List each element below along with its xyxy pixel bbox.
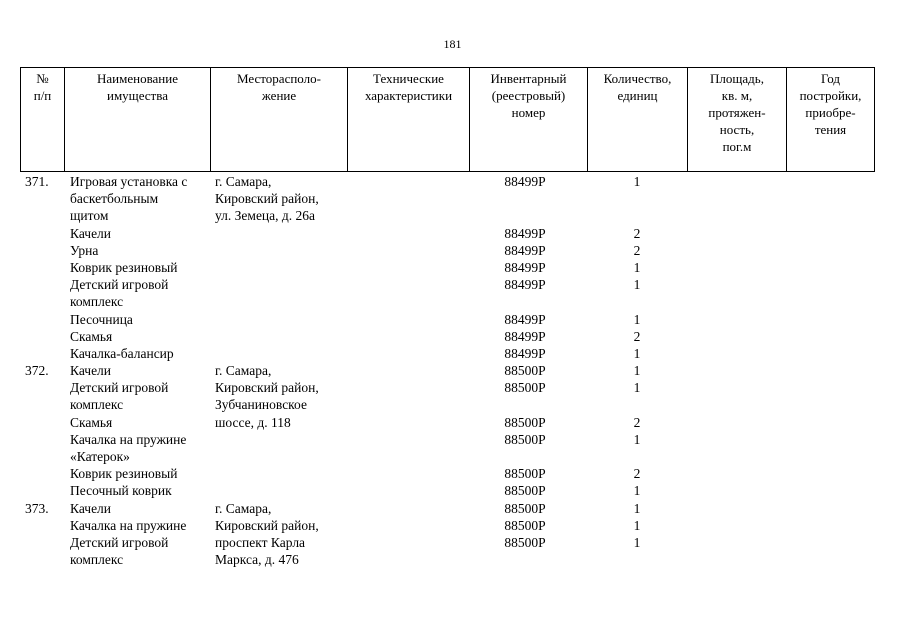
item-name: Качели [70, 363, 112, 379]
table-row [20, 534, 875, 551]
item-location: Кировский район, [215, 380, 319, 396]
item-name: Качалка-балансир [70, 345, 174, 361]
item-location: шоссе, д. 118 [215, 414, 291, 430]
quantity: 1 [633, 345, 641, 361]
header-inventory: Инвентарный (реестровый) номер [470, 68, 588, 171]
item-name: Песочница [70, 311, 133, 327]
inventory-number: 88500Р [504, 534, 546, 550]
inventory-number: 88500Р [504, 363, 546, 379]
header-location: Месторасполо- жение [211, 68, 348, 171]
item-name: Качели [70, 225, 112, 241]
inventory-number: 88499Р [504, 311, 546, 327]
item-name: Качели [70, 500, 112, 516]
item-name: Песочный коврик [70, 483, 172, 499]
item-location: Кировский район, [215, 191, 319, 207]
table-row [20, 225, 875, 242]
quantity: 1 [633, 431, 641, 447]
header-specs: Технические характеристики [348, 68, 470, 171]
item-location: ул. Земеца, д. 26а [215, 208, 316, 224]
quantity: 1 [633, 500, 641, 516]
inventory-number: 88499Р [504, 259, 546, 275]
header-number: № п/п [21, 68, 65, 171]
quantity: 1 [633, 277, 641, 293]
table-row [20, 551, 875, 568]
table-row [20, 517, 875, 534]
item-name: Коврик резиновый [70, 466, 178, 482]
table-row [20, 259, 875, 276]
item-name: щитом [70, 208, 109, 224]
item-location: проспект Карла [215, 534, 306, 550]
table-row [20, 414, 875, 431]
header-year: Год постройки, приобре- тения [799, 71, 862, 137]
item-name: баскетбольным [70, 191, 159, 207]
inventory-number: 88500Р [504, 431, 546, 447]
table-row [20, 362, 875, 379]
item-name: комплекс [70, 552, 124, 568]
inventory-number: 88500Р [504, 466, 546, 482]
item-name: Качалка на пружине [70, 517, 187, 533]
table-row [20, 379, 875, 396]
quantity: 1 [633, 259, 641, 275]
item-name: Скамья [70, 328, 113, 344]
item-name: Качалка на пружине [70, 431, 187, 447]
quantity: 2 [633, 414, 641, 430]
table-row [20, 500, 875, 517]
item-location: г. Самара, [215, 174, 272, 189]
table-row [20, 276, 875, 293]
item-name: «Катерок» [70, 449, 130, 464]
item-location: г. Самара, [215, 363, 272, 379]
table-row [20, 328, 875, 345]
quantity: 1 [633, 174, 641, 189]
table-row [20, 482, 875, 499]
row-number: 371. [25, 174, 49, 189]
page-number: 181 [443, 37, 462, 51]
inventory-number: 88500Р [504, 517, 546, 533]
quantity: 1 [633, 483, 641, 499]
table-body [20, 173, 875, 568]
quantity: 1 [633, 380, 641, 396]
inventory-number: 88500Р [504, 483, 546, 499]
item-location: Кировский район, [215, 517, 319, 533]
inventory-number: 88499Р [504, 242, 546, 258]
item-name: Коврик резиновый [70, 259, 178, 275]
inventory-number: 88499Р [504, 345, 546, 361]
item-name: Игровая установка с [70, 174, 188, 189]
item-name: комплекс [70, 397, 124, 413]
table-row [20, 207, 875, 224]
item-location: Маркса, д. 476 [215, 552, 299, 568]
inventory-number: 88500Р [504, 380, 546, 396]
table-row [20, 173, 875, 190]
row-number: 373. [25, 500, 49, 516]
inventory-number: 88499Р [504, 328, 546, 344]
quantity: 1 [633, 534, 641, 550]
quantity: 1 [633, 363, 641, 379]
table-row [20, 431, 875, 448]
inventory-number: 88499Р [504, 225, 546, 241]
quantity: 2 [633, 466, 641, 482]
table-header [20, 67, 875, 172]
table-row [20, 345, 875, 362]
table-row [20, 396, 875, 413]
table-row [20, 242, 875, 259]
inventory-number: 88499Р [504, 174, 546, 189]
item-location: г. Самара, [215, 500, 272, 516]
quantity: 2 [633, 225, 641, 241]
item-name: комплекс [70, 294, 124, 310]
item-location: Зубчаниновское [215, 397, 307, 413]
inventory-number: 88500Р [504, 500, 546, 516]
item-name: Детский игровой [70, 277, 169, 293]
row-number: 372. [25, 363, 49, 379]
inventory-number: 88500Р [504, 414, 546, 430]
item-name: Детский игровой [70, 380, 169, 396]
quantity: 2 [633, 328, 641, 344]
header-area: Площадь, кв. м, протяжен- ность, пог.м [688, 68, 787, 171]
quantity: 2 [633, 242, 641, 258]
inventory-number: 88499Р [504, 277, 546, 293]
table-row [20, 448, 875, 465]
quantity: 1 [633, 311, 641, 327]
table-row [20, 190, 875, 207]
table-row [20, 311, 875, 328]
item-name: Скамья [70, 414, 113, 430]
item-name: Детский игровой [70, 534, 169, 550]
header-name: Наименование имущества [65, 68, 211, 171]
quantity: 1 [633, 517, 641, 533]
item-name: Урна [70, 242, 99, 258]
table-row [20, 465, 875, 482]
header-quantity: Количество, единиц [588, 68, 688, 171]
property-table [20, 67, 875, 568]
table-row [20, 293, 875, 310]
